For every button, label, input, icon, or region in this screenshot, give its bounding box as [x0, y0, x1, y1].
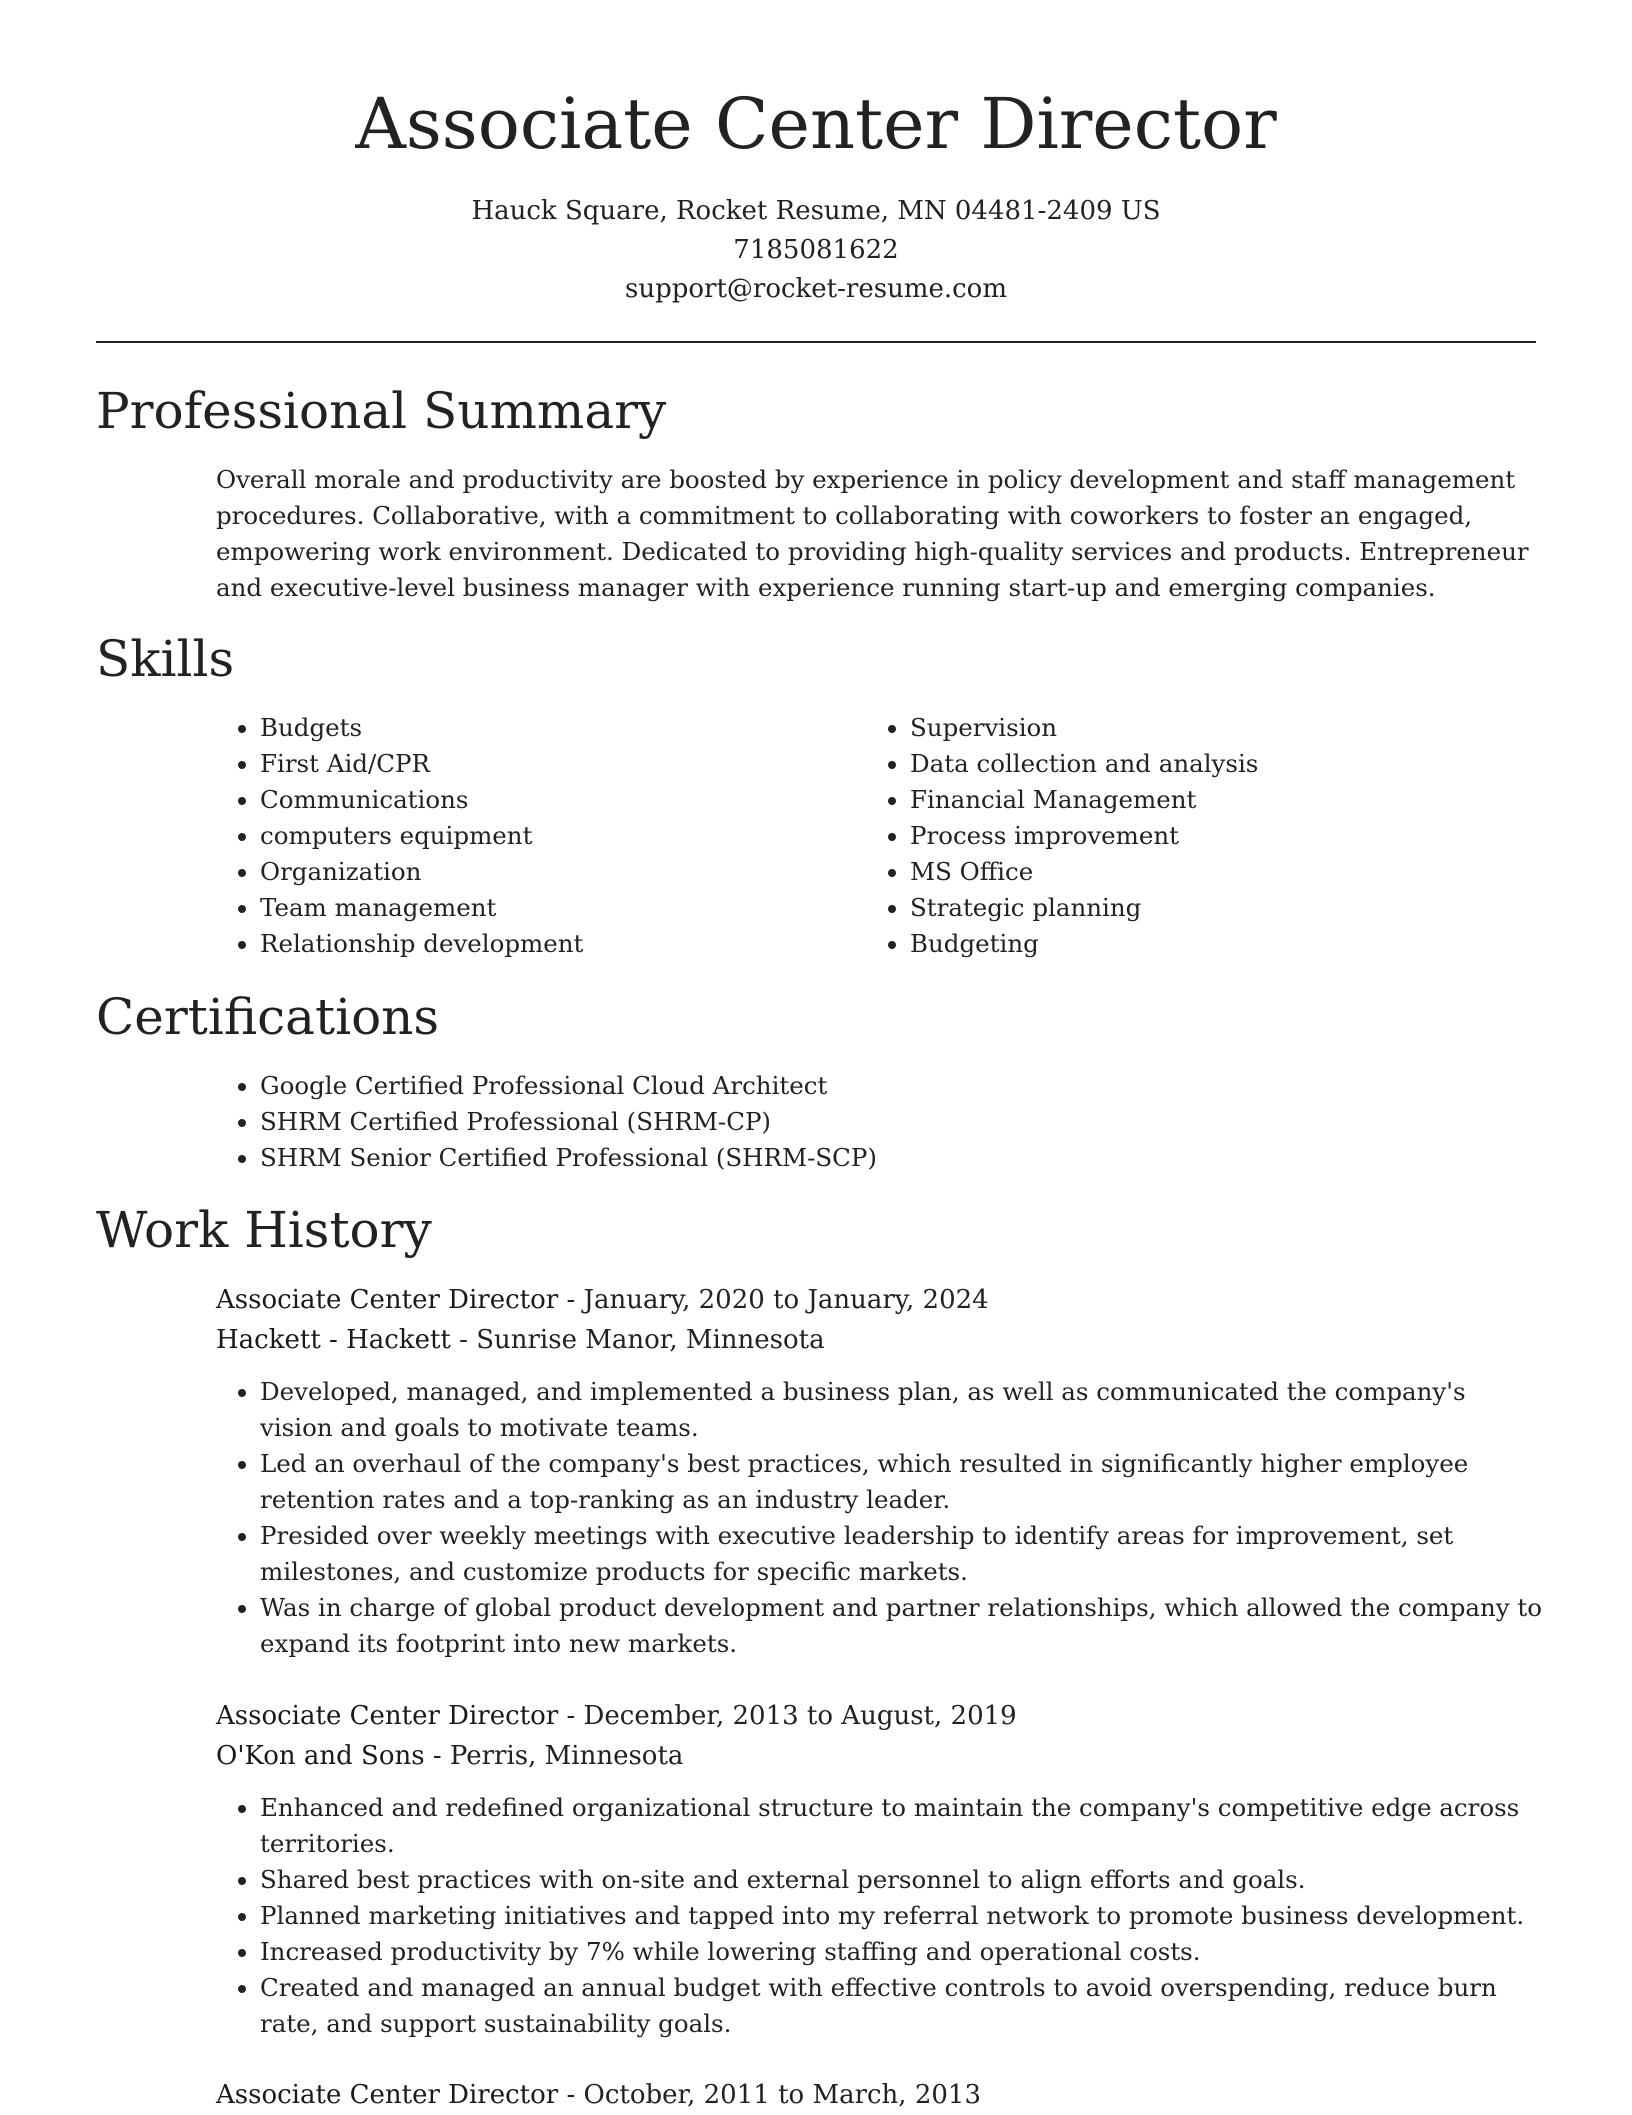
skill-item: • Organization [260, 854, 816, 890]
job-company-line [216, 1736, 683, 1776]
address: Hauck Square, Rocket Resume, MN 04481-2409 US [471, 196, 1161, 226]
skill-item: • Supervision [910, 710, 1526, 746]
certification-item: • Google Certified Professional Cloud Architect [260, 1068, 1516, 1104]
skill-item: • Communications [260, 782, 816, 818]
duty-item: • Enhanced and redefined organizational structure to maintain the company's competitive edge across territories. [260, 1790, 1542, 1862]
skills-column-2 [866, 710, 1526, 962]
job-dates: - January, 2020 to January, 2024 [558, 1285, 989, 1315]
skill-item: • Budgets [260, 710, 816, 746]
phone: 7185081622 [733, 235, 899, 265]
skill-item: • MS Office [910, 854, 1526, 890]
skill-item: • Financial Management [910, 782, 1526, 818]
skill-item: • Budgeting [910, 926, 1526, 962]
job-company-line [216, 1320, 825, 1360]
email: support@rocket-resume.com [624, 274, 1007, 304]
job-location: - Perris, Minnesota [424, 1741, 684, 1771]
job-title-line [216, 1280, 989, 1320]
job-title: Associate Center Director [216, 1701, 559, 1731]
job-title: Associate Center Director [216, 1285, 559, 1315]
resume-name: Associate Center Director [355, 83, 1277, 165]
certification-item: • SHRM Senior Certified Professional (SHRM-SCP) [260, 1140, 1516, 1176]
contact-info [0, 192, 1632, 309]
job-company: Hackett - Hackett [216, 1325, 451, 1355]
skills-column-1 [216, 710, 816, 962]
skill-item: • Team management [260, 890, 816, 926]
job-location: - Sunrise Manor, Minnesota [450, 1325, 825, 1355]
header-divider [96, 341, 1536, 343]
duty-item: • Developed, managed, and implemented a business plan, as well as communicated the company's vision and goals to motivate teams. [260, 1374, 1542, 1446]
certifications-heading: Certifications [96, 988, 440, 1046]
skill-item: • Strategic planning [910, 890, 1526, 926]
duty-item: • Shared best practices with on-site and external personnel to align efforts and goals. [260, 1862, 1542, 1898]
job-title-line [216, 2075, 981, 2115]
summary-heading: Professional Summary [96, 382, 667, 440]
job-dates: - October, 2011 to March, 2013 [558, 2080, 981, 2110]
skill-item: • Process improvement [910, 818, 1526, 854]
duty-item: • Was in charge of global product development and partner relationships, which allowed the company to expand its footprint into new markets. [260, 1590, 1542, 1662]
job-title: Associate Center Director [216, 2080, 559, 2110]
skill-item: • computers equipment [260, 818, 816, 854]
job-title-line [216, 1696, 1017, 1736]
duty-item: • Presided over weekly meetings with executive leadership to identify areas for improvement, set milestones, and customize products for specific markets. [260, 1518, 1542, 1590]
job-duties [216, 1790, 1542, 2042]
summary-text: Overall morale and productivity are boosted by experience in policy development and staff management procedures. Collaborative, with a commitment to collaborating with coworkers to foster an engaged, empowering work environment. Dedicated to providing high-quality services and products. Entrepreneur and executive-level business manager with experience running start-up and emerging companies. [216, 465, 1529, 602]
job-company: O'Kon and Sons [216, 1741, 425, 1771]
job-duties [216, 1374, 1542, 1662]
certification-item: • SHRM Certified Professional (SHRM-CP) [260, 1104, 1516, 1140]
skill-item: • Data collection and analysis [910, 746, 1526, 782]
work-history-heading: Work History [96, 1201, 432, 1259]
duty-item: • Created and managed an annual budget with effective controls to avoid overspending, reduce burn rate, and support sustainability goals. [260, 1970, 1542, 2042]
duty-item: • Led an overhaul of the company's best practices, which resulted in significantly higher employee retention rates and a top-ranking as an industry leader. [260, 1446, 1542, 1518]
skill-item: • Relationship development [260, 926, 816, 962]
skill-item: • First Aid/CPR [260, 746, 816, 782]
certifications-list [216, 1068, 1516, 1176]
duty-item: • Planned marketing initiatives and tapped into my referral network to promote business development. [260, 1898, 1542, 1934]
duty-item: • Increased productivity by 7% while lowering staffing and operational costs. [260, 1934, 1542, 1970]
job-dates: - December, 2013 to August, 2019 [558, 1701, 1017, 1731]
skills-heading: Skills [96, 630, 235, 688]
